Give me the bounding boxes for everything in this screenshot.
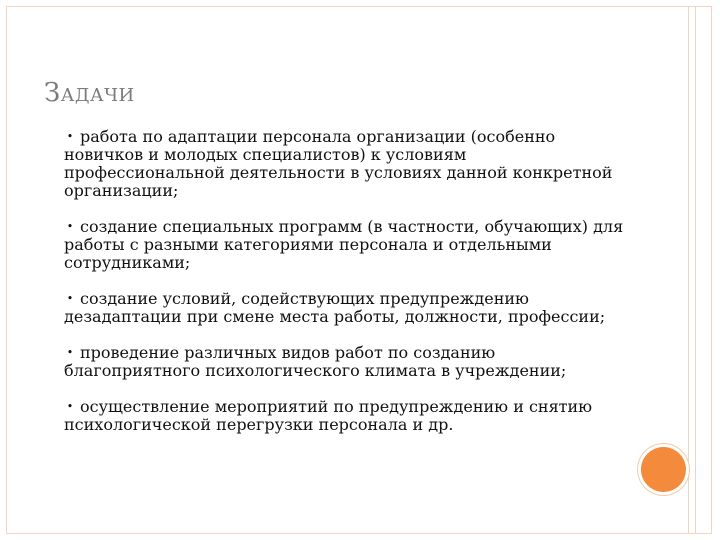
list-item — [64, 218, 624, 272]
list-item — [64, 128, 624, 200]
list-item — [64, 290, 624, 326]
list-item-text: работа по адаптации персонала организации (особенно новичков и молодых специалистов) к условиям профессиональной деятельности в условиях данной конкретной организации; — [64, 127, 613, 200]
bullet-icon: • — [66, 346, 74, 359]
list-item-text: проведение различных видов работ по созданию благоприятного психологического климата в учреждении; — [64, 343, 567, 380]
slide-title: Задачи — [44, 78, 135, 108]
list-item-text: осуществление мероприятий по предупреждению и снятию психологической перегрузки персонала и др. — [64, 397, 593, 434]
list-item — [64, 398, 624, 434]
list-item-text: создание условий, содействующих предупреждению дезадаптации при смене места работы, должности, профессии; — [64, 289, 606, 326]
task-list — [64, 128, 624, 452]
bullet-icon: • — [66, 400, 74, 413]
slide-right-bar — [688, 6, 696, 534]
bullet-icon: • — [66, 130, 74, 143]
bullet-icon: • — [66, 220, 74, 233]
decorative-circle-icon — [641, 447, 686, 492]
list-item-text: создание специальных программ (в частности, обучающих) для работы с разными категориями персонала и отдельными сотрудниками; — [64, 217, 624, 272]
list-item — [64, 344, 624, 380]
bullet-icon: • — [66, 292, 74, 305]
